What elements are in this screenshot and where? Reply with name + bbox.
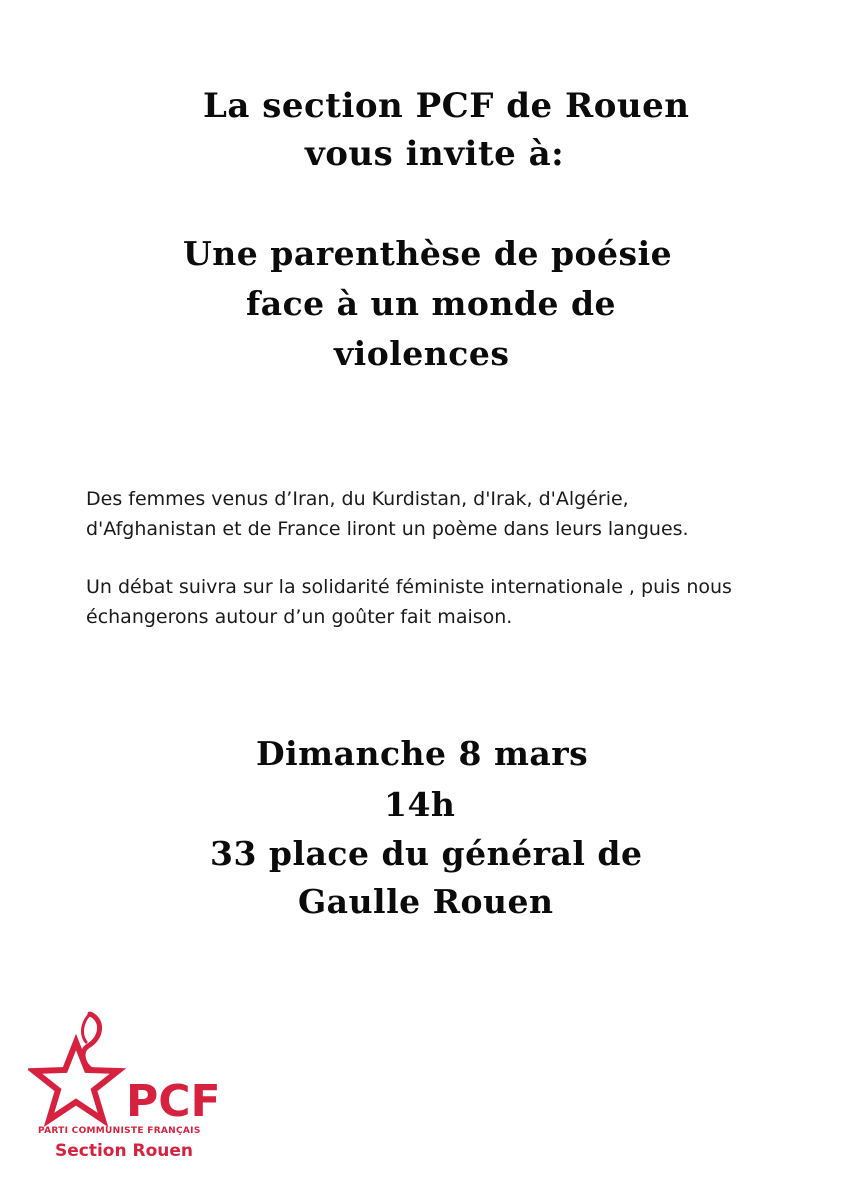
paragraph-1-line-1: Des femmes venus d’Iran, du Kurdistan, d'Irak, d'Algérie, — [86, 488, 629, 510]
pcf-logo — [28, 1008, 228, 1178]
logo-section-name: Section Rouen — [55, 1141, 194, 1161]
logo-party-name: PARTI COMMUNISTE FRANÇAIS — [38, 1126, 201, 1136]
title-line-1: Une parenthèse de poésie — [183, 234, 673, 273]
title-line-3: violences — [334, 334, 510, 373]
description-paragraph-2 — [86, 572, 778, 632]
event-address-line-2: Gaulle Rouen — [298, 882, 554, 921]
header-line-1: La section PCF de Rouen — [203, 86, 690, 126]
event-address-line-1: 33 place du général de — [210, 834, 643, 873]
star-sickle-icon — [28, 1008, 138, 1128]
header-line-2: vous invite à: — [305, 134, 565, 174]
event-date: Dimanche 8 mars — [256, 734, 589, 773]
title-line-2: face à un monde de — [246, 284, 617, 323]
logo-acronym: PCF — [126, 1076, 221, 1127]
event-time: 14h — [384, 785, 456, 824]
description-paragraph-1 — [86, 484, 778, 544]
paragraph-2-line-1: Un débat suivra sur la solidarité féministe internationale , puis nous — [86, 576, 732, 598]
paragraph-1-line-2: d'Afghanistan et de France liront un poème dans leurs langues. — [86, 518, 689, 540]
paragraph-2-line-2: échangerons autour d’un goûter fait maison. — [86, 606, 513, 628]
